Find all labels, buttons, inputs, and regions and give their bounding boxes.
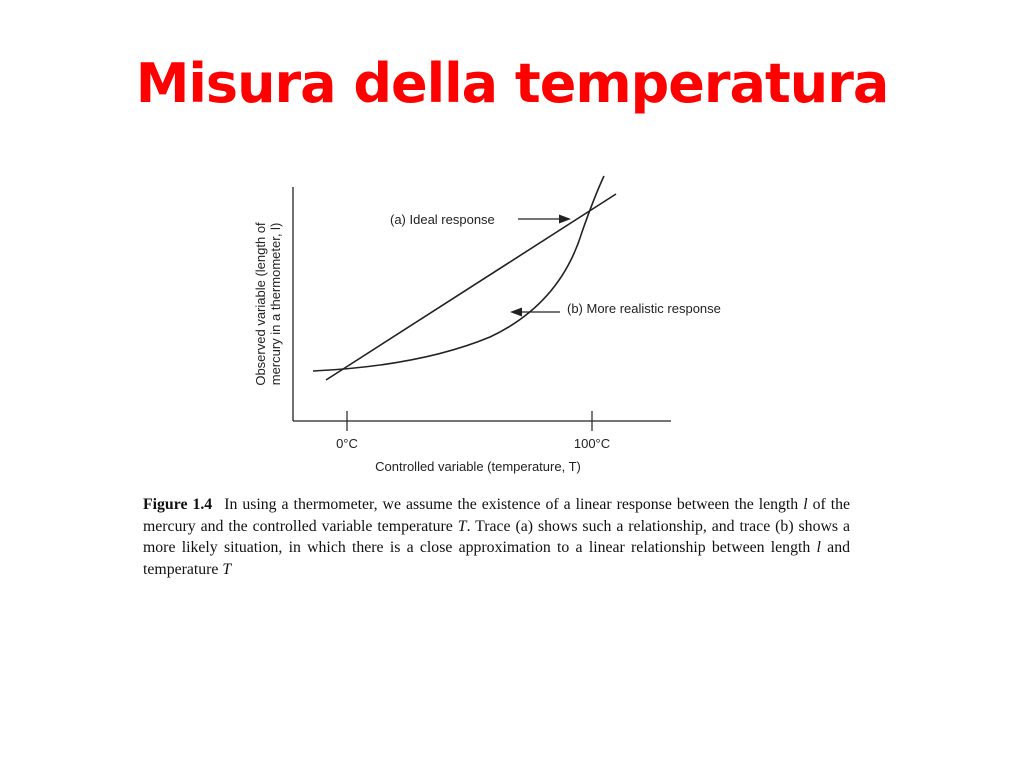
annotation-a: (a) Ideal response: [390, 212, 495, 227]
y-axis-label-line1: Observed variable (length of: [253, 222, 268, 386]
caption-text-4: and temperature: [143, 539, 850, 578]
caption-text-1: In using a thermometer, we assume the existence of a linear response between the length: [224, 496, 804, 513]
arrow-b-head: [510, 308, 522, 317]
annotation-b: (b) More realistic response: [567, 301, 721, 316]
x-axis-label: Controlled variable (temperature, T): [375, 459, 581, 474]
caption-text-2: of the mercury and the controlled variable temperature: [143, 496, 851, 535]
caption-var-l-2: l: [816, 539, 821, 556]
figure-caption: [143, 494, 850, 580]
figure-label: Figure 1.4: [143, 496, 213, 513]
caption-var-l-1: l: [803, 496, 808, 513]
trace-b-realistic-curve: [313, 176, 604, 371]
x-tick-label-100: 100°C: [573, 436, 611, 451]
arrow-a-head: [559, 215, 571, 224]
caption-text-3: . Trace (a) shows such a relationship, and trace (b) shows a more likely situation, in which there is a close approximation to a linear relationship between length: [143, 517, 850, 556]
x-tick-label-0: 0°C: [336, 436, 358, 451]
caption-var-T-1: T: [457, 517, 467, 535]
slide-title: Misura della temperatura: [135, 52, 889, 115]
caption-var-T-2: T: [222, 560, 232, 578]
y-axis-label-line2: mercury in a thermometer, l): [268, 222, 283, 386]
